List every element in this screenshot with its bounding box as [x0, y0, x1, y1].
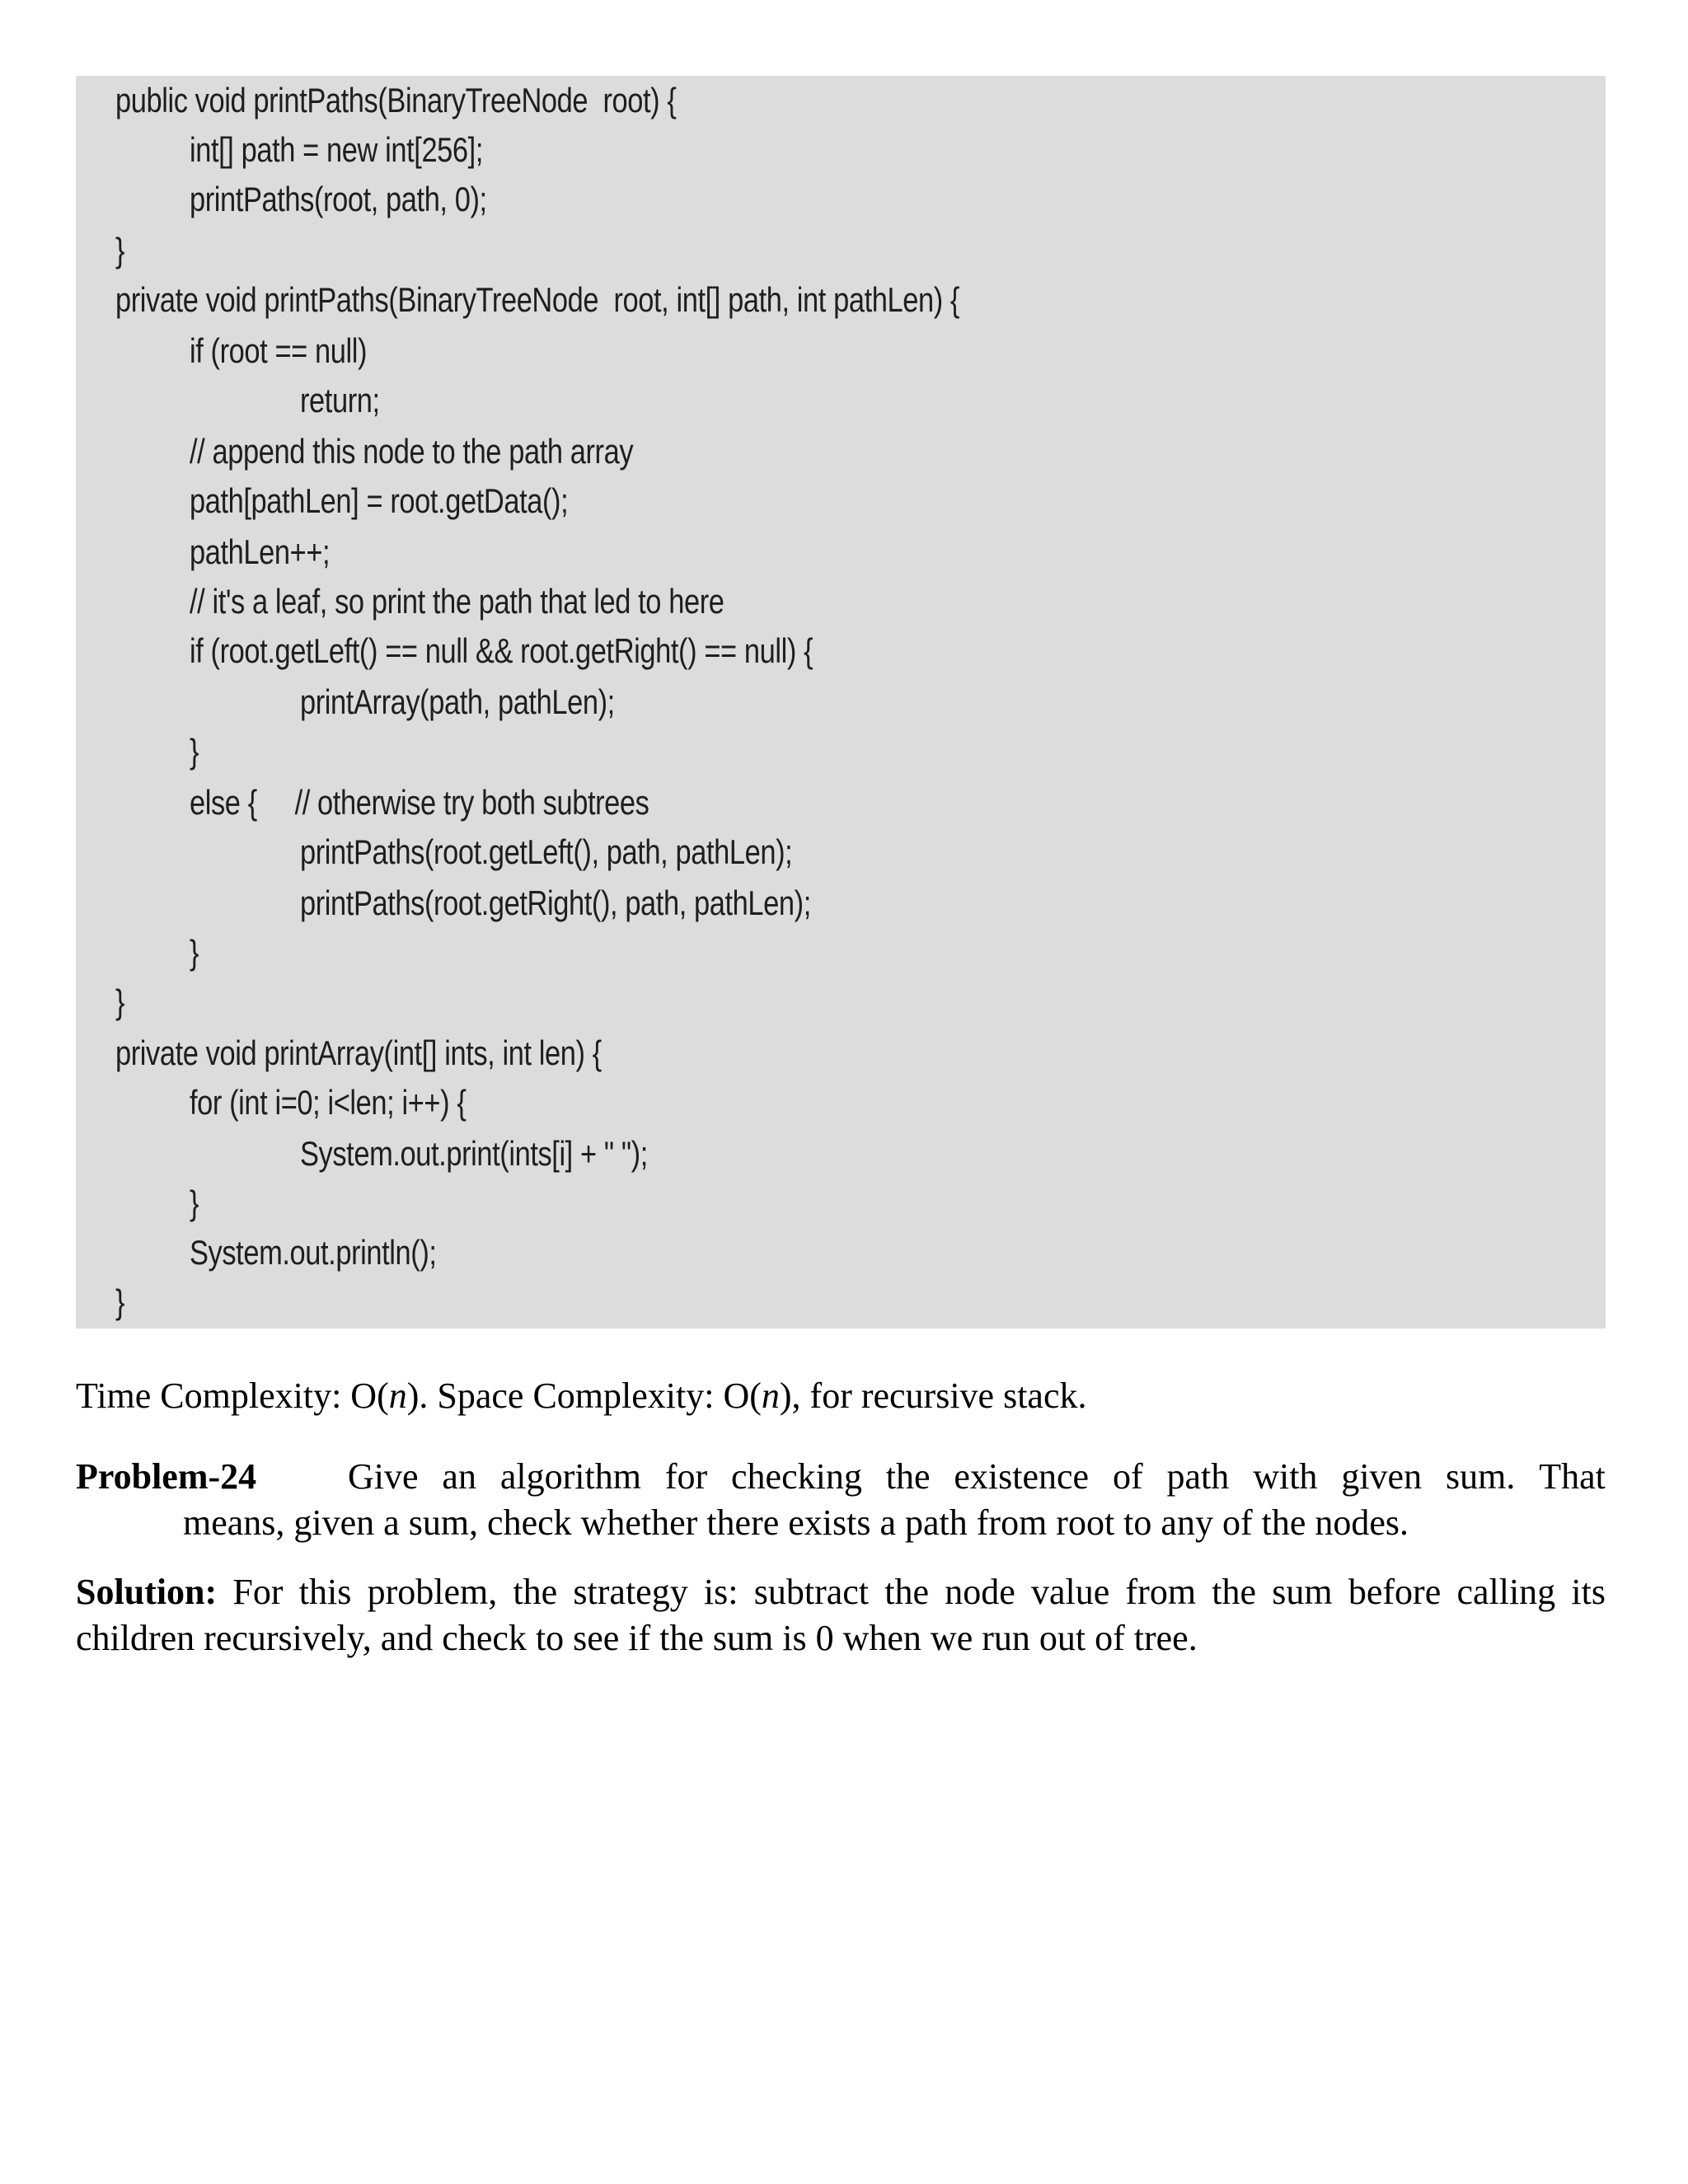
code-line: // append this node to the path array [190, 432, 634, 471]
code-line: if (root == null) [190, 331, 368, 370]
problem-word: checking [731, 1456, 862, 1497]
problem-first-line [76, 1454, 1606, 1500]
problem-words [348, 1454, 1606, 1500]
complexity-text: Time Complexity: O( [76, 1376, 389, 1416]
code-listing [76, 76, 1606, 1329]
problem-label: Problem-24 [76, 1456, 257, 1497]
code-line: // it's a leaf, so print the path that led to here [190, 582, 724, 621]
code-line: } [190, 732, 199, 771]
problem-continuation: means, given a sum, check whether there exists a path from root to any of the nodes. [183, 1502, 1409, 1543]
code-line: private void printArray(int[] ints, int len) { [115, 1033, 602, 1072]
code-line: int[] path = new int[256]; [190, 130, 483, 169]
code-line: return; [300, 381, 380, 419]
code-line: for (int i=0; i<len; i++) { [190, 1083, 467, 1122]
problem-word: Give [348, 1456, 419, 1497]
complexity-text: ). Space Complexity: O( [406, 1376, 762, 1416]
code-line: private void printPaths(BinaryTreeNode root, int[] path, int pathLen) { [115, 280, 960, 319]
code-line: printPaths(root.getRight(), path, pathLen); [300, 883, 811, 922]
code-line: printArray(path, pathLen); [300, 682, 615, 721]
code-line: printPaths(root, path, 0); [190, 180, 487, 218]
solution-paragraph [76, 1569, 1606, 1661]
problem-word: the [885, 1456, 931, 1497]
solution-text: For this problem, the strategy is: subtract the node value from the sum before calling its children recursively, and check to see if the sum is 0 when we run out of tree. [76, 1572, 1606, 1658]
problem-word: with [1253, 1456, 1318, 1497]
code-line: } [115, 982, 125, 1021]
code-line: System.out.print(ints[i] + " "); [300, 1134, 648, 1173]
complexity-variable: n [388, 1376, 407, 1416]
problem-statement [76, 1454, 1606, 1546]
problem-word: algorithm [499, 1456, 641, 1497]
code-line: pathLen++; [190, 532, 331, 571]
problem-word: sum. [1445, 1456, 1516, 1497]
problem-word: given [1341, 1456, 1423, 1497]
code-line: } [190, 1183, 199, 1222]
complexity-text: ), for recursive stack. [779, 1376, 1087, 1416]
complexity-statement [76, 1373, 1606, 1419]
code-line: if (root.getLeft() == null && root.getRight() == null) { [190, 631, 814, 670]
code-line: } [115, 1282, 125, 1321]
problem-word: for [664, 1456, 708, 1497]
complexity-variable: n [761, 1376, 780, 1416]
code-line: path[pathLen] = root.getData(); [190, 481, 569, 520]
code-line: } [190, 933, 199, 972]
problem-word: of [1112, 1456, 1143, 1497]
code-line: public void printPaths(BinaryTreeNode root) { [115, 81, 677, 120]
code-line: } [115, 231, 125, 269]
problem-word: That [1539, 1456, 1606, 1497]
problem-word: path [1166, 1456, 1230, 1497]
code-line: printPaths(root.getLeft(), path, pathLen); [300, 832, 793, 871]
solution-label: Solution: [76, 1572, 218, 1612]
problem-word: existence [954, 1456, 1090, 1497]
code-line: System.out.println(); [190, 1233, 437, 1272]
code-line: else { // otherwise try both subtrees [190, 783, 649, 822]
problem-word: an [442, 1456, 476, 1497]
